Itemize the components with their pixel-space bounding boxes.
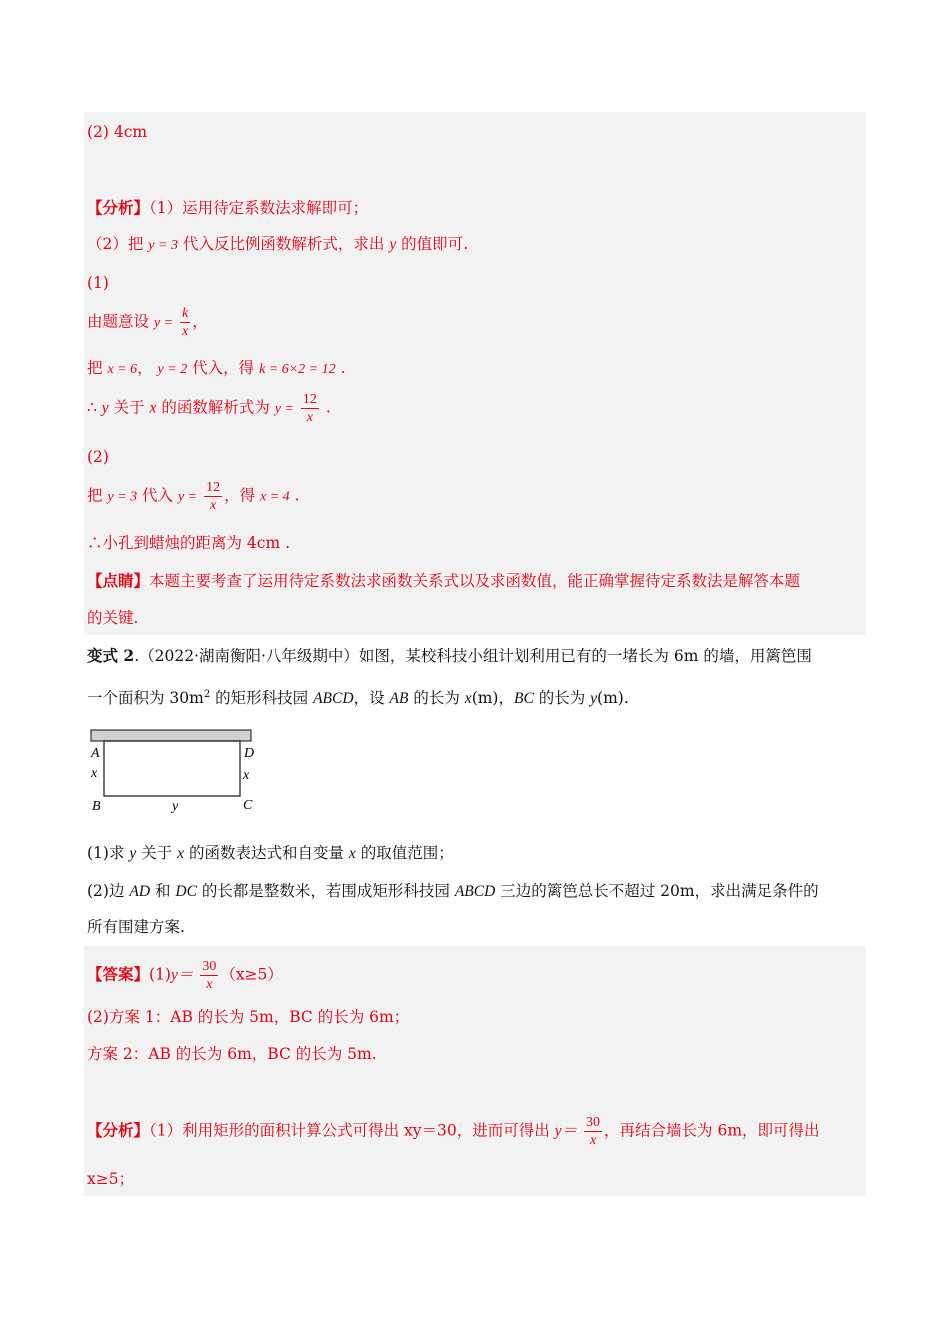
fraction-30-over-x: $\frac{30}{x}$ — [202, 959, 217, 992]
analysis-line1: 【分析】（1）运用待定系数法求解即可； — [87, 198, 369, 217]
problem-title: 变式 2 — [87, 646, 135, 665]
answer-plan1: (2)方案 1：AB 的长为 5m，BC 的长为 6m； — [87, 1008, 410, 1026]
question-2-line2: 所有围建方案. — [87, 918, 185, 936]
label-D: D — [244, 746, 255, 761]
answer-analysis-line2: x≥5； — [87, 1170, 135, 1188]
fraction-30-over-x-2: $\frac{30}{x}$ — [586, 1115, 601, 1148]
problem-line2: 一个面积为 $30m^2$ 的矩形科技园 ABCD，设 AB 的长为 x(m)，BC 的长为 y(m). — [87, 689, 629, 708]
rectangle-garden-figure — [88, 726, 268, 818]
fraction-12-over-x: $\frac{12}{x}$ — [302, 392, 317, 425]
answer-line1: 【答案】(1)y＝ $\frac{30}{x}$ （x≥5） — [87, 959, 283, 992]
answer-plan2: 方案 2：AB 的长为 6m，BC 的长为 5m. — [87, 1045, 377, 1063]
distance-conclusion: ∴小孔到蜡烛的距离为 4cm . — [87, 534, 291, 552]
garden-rectangle — [104, 741, 240, 796]
comment-line1: 【点睛】本题主要考查了运用待定系数法求函数关系式以及求函数值，能正确掌握待定系数法是解答本题 — [87, 571, 801, 590]
part2-substitute-line: 把 y = 3 代入 y = $\frac{12}{x}$ ，得 x = 4 . — [87, 480, 300, 513]
label-y: y — [172, 799, 179, 814]
fraction-12-over-x-2: $\frac{12}{x}$ — [206, 480, 221, 513]
problem-line1: 变式 2.（2022·湖南衡阳·八年级期中）如图，某校科技小组计划利用已有的一堵长为 6m 的墙，用篱笆围 — [87, 646, 812, 665]
part2-label: (2) — [87, 448, 109, 466]
question-1: (1)求 y 关于 x 的函数表达式和自变量 x 的取值范围； — [87, 844, 454, 862]
conclusion-line: ∴ y 关于 x 的函数解析式为 y = $\frac{12}{x}$ . — [87, 392, 331, 425]
label-C: C — [243, 798, 253, 813]
substitute-line: 把 x = 6， y = 2 代入，得 k = 6×2 = 12 . — [87, 359, 346, 377]
question-2: (2)边 AD 和 DC 的长都是整数米，若围成矩形科技园 ABCD 三边的篱笆总长不超过 20m，求出满足条件的 — [87, 882, 819, 900]
label-B: B — [92, 799, 101, 814]
fraction-k-over-x: $\frac{k}{x}$ — [182, 306, 189, 339]
setup-line: 由题意设 y = $\frac{k}{x}$ ， — [87, 306, 208, 339]
label-right-x: x — [243, 768, 250, 783]
answer-analysis-line1: 【分析】（1）利用矩形的面积计算公式可得出 xy＝30，进而可得出 y＝ $\frac{30}{x}$ ，再结合墙长为 6m，即可得出 — [87, 1115, 820, 1148]
part1-label: (1) — [87, 274, 109, 292]
comment-line2: 的关键. — [87, 609, 139, 627]
answer-part2: (2) 4cm — [87, 123, 148, 141]
wall — [91, 730, 251, 741]
analysis-line2: （2）把 y = 3 代入反比例函数解析式，求出 y 的值即可. — [87, 235, 469, 253]
label-A: A — [91, 746, 100, 761]
label-left-x: x — [91, 766, 98, 781]
